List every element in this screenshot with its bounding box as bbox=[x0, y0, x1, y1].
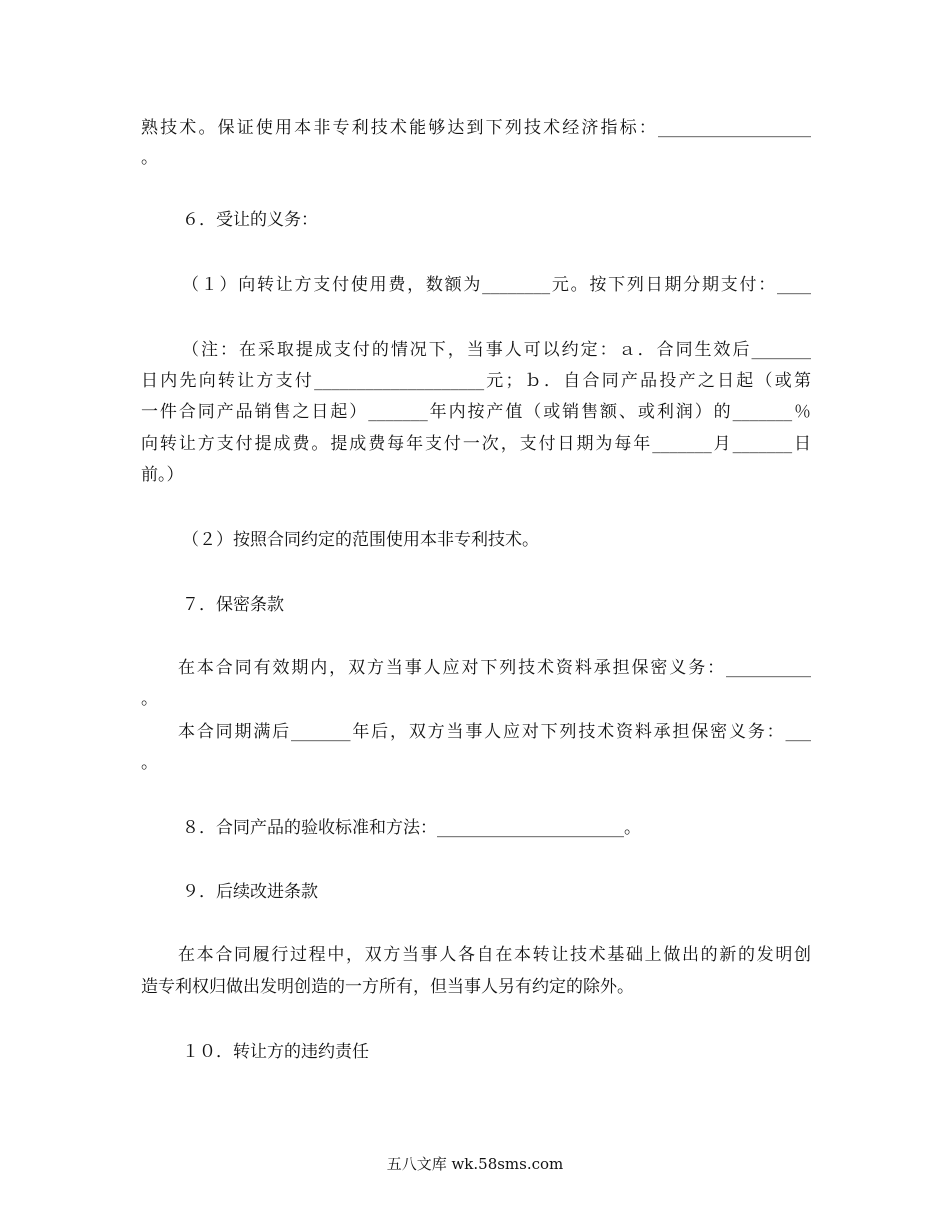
section-heading-10: １０．转让方的违约责任 bbox=[182, 1042, 369, 1062]
paragraph-line: 。 bbox=[141, 689, 158, 709]
paragraph-line: 熟技术。保证使用本非专利技术能够达到下列技术经济指标：__________________ bbox=[141, 118, 811, 138]
section-heading-7: ７．保密条款 bbox=[182, 595, 284, 615]
paragraph-line: （１）向转让方支付使用费，数额为________元。按下列日期分期支付：____ bbox=[182, 275, 811, 295]
paragraph-line: 造专利权归做出发明创造的一方所有，但当事人另有约定的除外。 bbox=[141, 977, 634, 997]
section-heading-8: ８．合同产品的验收标准和方法：______________________。 bbox=[182, 818, 641, 838]
paragraph-line: 。 bbox=[141, 753, 158, 773]
paragraph-line: （２）按照合同约定的范围使用本非专利技术。 bbox=[182, 530, 539, 550]
note-line: 一件合同产品销售之日起）_______年内按产值（或销售额、或利润）的_______％ bbox=[141, 402, 811, 422]
section-heading-9: ９．后续改进条款 bbox=[182, 882, 318, 902]
paragraph-line: 本合同期满后_______年后，双方当事人应对下列技术资料承担保密义务：___ bbox=[178, 722, 811, 742]
paragraph-line: 在本合同有效期内，双方当事人应对下列技术资料承担保密义务：__________ bbox=[178, 658, 811, 678]
note-line: （注：在采取提成支付的情况下，当事人可以约定：ａ．合同生效后_______ bbox=[182, 340, 811, 360]
page-footer: 五八文库 wk.58sms.com bbox=[386, 1155, 564, 1173]
note-line: 向转让方支付提成费。提成费每年支付一次，支付日期为每年_______月_______日 bbox=[141, 434, 811, 454]
section-heading-6: ６．受让的义务： bbox=[182, 210, 318, 230]
note-line: 前。） bbox=[141, 465, 184, 485]
paragraph-line: 在本合同履行过程中，双方当事人各自在本转让技术基础上做出的新的发明创 bbox=[178, 945, 811, 965]
note-line: 日内先向转让方支付____________________元；ｂ．自合同产品投产之日起（或第 bbox=[141, 371, 811, 391]
paragraph-line: 。 bbox=[141, 148, 158, 168]
